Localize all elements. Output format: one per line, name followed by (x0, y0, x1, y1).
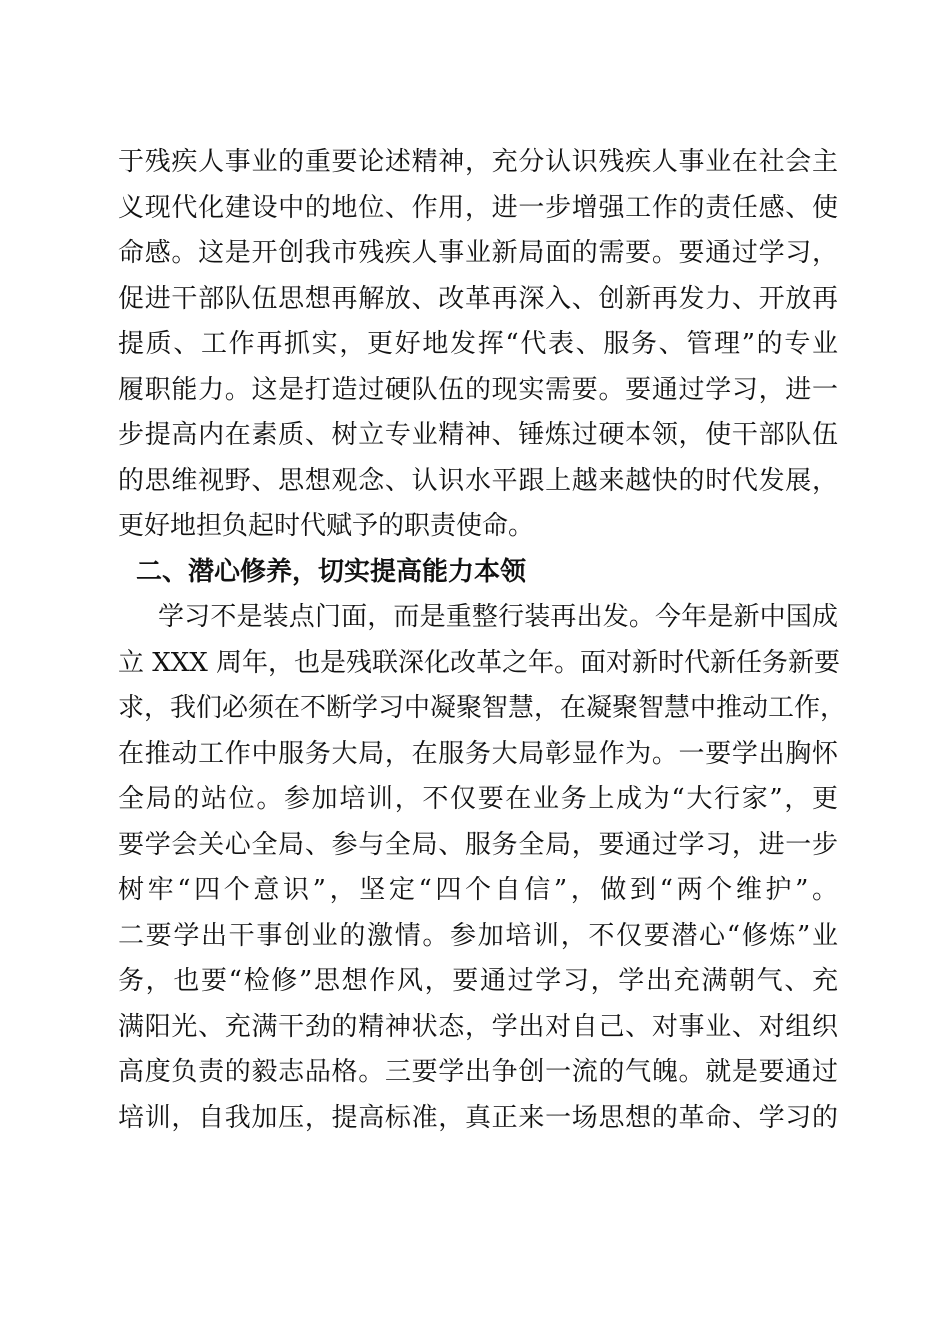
text-line: 要学会关心全局、参与全局、服务全局，要通过学习，进一步 (118, 829, 838, 860)
text-line: 提质、工作再抓实，更好地发挥“代表、服务、管理”的专业 (118, 329, 838, 359)
text-line: 更好地担负起时代赋予的职责使命。 (118, 511, 535, 541)
text-line: 在推动工作中服务大局，在服务大局彰显作为。一要学出胸怀 (118, 738, 838, 769)
text-line: 求，我们必须在不断学习中凝聚智慧，在凝聚智慧中推动工作， (118, 693, 847, 723)
text-line: 于残疾人事业的重要论述精神，充分认识残疾人事业在社会主 (118, 147, 838, 177)
text-line: 树牢“四个意识”，坚定“四个自信”，做到“两个维护”。 (118, 875, 838, 905)
text-line: 培训，自我加压，提高标准，真正来一场思想的革命、学习的 (118, 1102, 838, 1133)
text-line: 步提高内在素质、树立专业精神、锤炼过硬本领，使干部队伍 (118, 420, 838, 450)
text-line: 命感。这是开创我市残疾人事业新局面的需要。要通过学习， (118, 238, 838, 268)
text-line: 高度负责的毅志品格。三要学出争创一流的气魄。就是要通过 (118, 1057, 838, 1087)
text-line: 满阳光、充满干劲的精神状态，学出对自己、对事业、对组织 (118, 1011, 838, 1042)
paragraph-section-two (118, 595, 847, 1141)
text-line: 全局的站位。参加培训，不仅要在业务上成为“大行家”，更 (118, 784, 838, 814)
text-line: 立 XXX 周年，也是残联深化改革之年。面对新时代新任务新要 (118, 647, 841, 678)
document-body (118, 140, 847, 1141)
text-line: 履职能力。这是打造过硬队伍的现实需要。要通过学习，进一 (118, 374, 838, 405)
text-line: 二要学出干事创业的激情。参加培训，不仅要潜心“修炼”业 (118, 920, 838, 951)
paragraph-continued (118, 140, 838, 550)
section-heading: 二、潜心修养，切实提高能力本领 (136, 556, 527, 587)
text-line: 学习不是装点门面，而是重整行装再出发。今年是新中国成 (158, 602, 838, 632)
text-line: 促进干部队伍思想再解放、改革再深入、创新再发力、开放再 (118, 283, 838, 314)
text-line: 义现代化建设中的地位、作用，进一步增强工作的责任感、使 (118, 192, 838, 223)
text-line: 的思维视野、思想观念、认识水平跟上越来越快的时代发展， (118, 465, 838, 496)
text-line: 务，也要“检修”思想作风，要通过学习，学出充满朝气、充 (118, 966, 838, 996)
